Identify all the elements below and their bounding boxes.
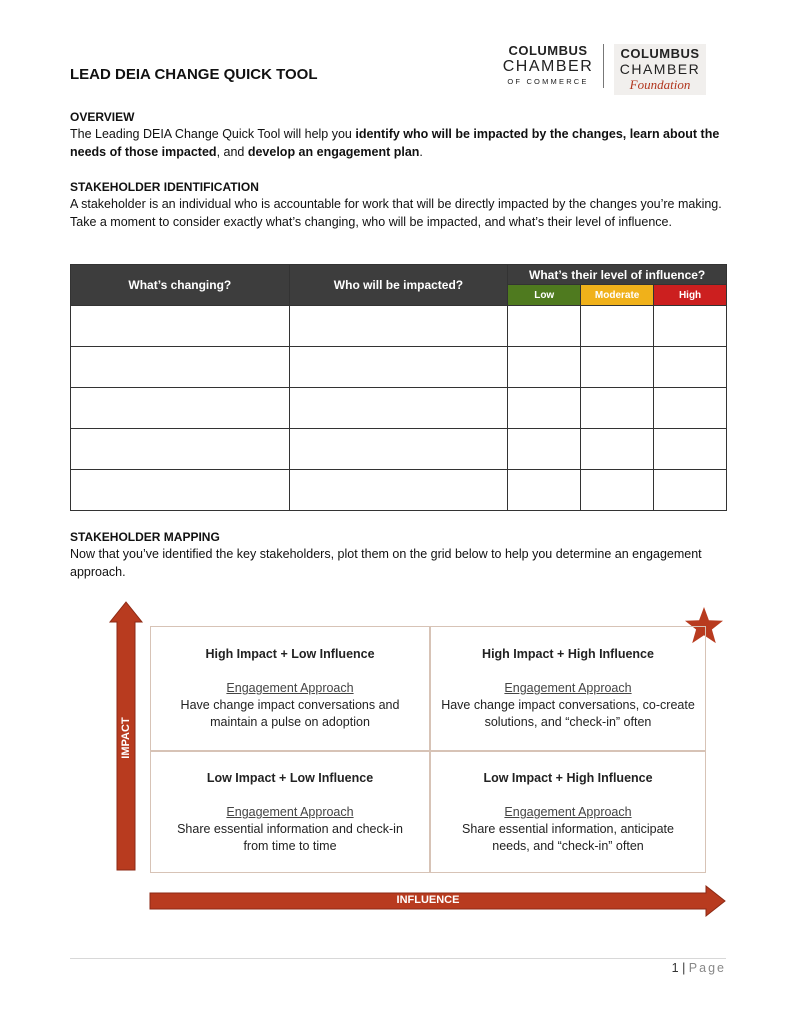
quadrant-title: High Impact + Low Influence — [205, 647, 375, 661]
quadrant-low-impact-low-influence — [151, 770, 429, 855]
header-high: High — [654, 285, 727, 306]
quadrant-approach: Engagement Approach — [226, 805, 354, 819]
logo-line-2: CHAMBER — [502, 58, 594, 75]
quadrant-low-impact-high-influence — [429, 770, 707, 855]
quadrant-approach: Engagement Approach — [504, 805, 632, 819]
mapping-heading: STAKEHOLDER MAPPING — [70, 530, 220, 544]
header-low: Low — [508, 285, 581, 306]
header-influence-level: What’s their level of influence? — [508, 265, 727, 285]
quadrant-description: Have change impact conversations and maintain a pulse on adoption — [180, 698, 400, 729]
document-title: LEAD DEIA CHANGE QUICK TOOL — [70, 66, 318, 83]
page-number: 1 — [671, 961, 679, 975]
page-footer — [640, 961, 726, 975]
quadrant-high-impact-high-influence — [429, 646, 707, 731]
quadrant-approach: Engagement Approach — [504, 681, 632, 695]
header-who-impacted: Who will be impacted? — [289, 265, 508, 306]
header-moderate: Moderate — [581, 285, 654, 306]
quadrant-title: Low Impact + Low Influence — [206, 771, 374, 785]
grid-divider-horizontal — [150, 750, 706, 752]
overview-heading: OVERVIEW — [70, 110, 135, 124]
quadrant-title: High Impact + High Influence — [482, 647, 654, 661]
quadrant-title: Low Impact + High Influence — [483, 771, 653, 785]
quadrant-description: Have change impact conversations, co-create solutions, and “check-in” often — [441, 698, 695, 729]
influence-label: INFLUENCE — [396, 894, 460, 906]
logo-line-3: OF COMMERCE — [507, 77, 589, 86]
foundation-logo-line-2: CHAMBER — [619, 61, 701, 77]
page-separator: | — [682, 961, 686, 975]
mapping-text: Now that you’ve identified the key stakeholders, plot them on the grid below to help you determine an engagement approach. — [70, 547, 702, 579]
quadrant-description: Share essential information and check-in from time to time — [177, 822, 403, 853]
quadrant-description: Share essential information, anticipate needs, and “check-in” often — [462, 822, 674, 853]
page-label: Page — [688, 961, 726, 975]
footer-divider — [70, 958, 726, 959]
impact-label: IMPACT — [120, 717, 132, 759]
identification-text: A stakeholder is an individual who is accountable for work that will be directly impacted by the changes you’re making. Take a moment to consider exactly what’s changing, who will be impacted, and what’s their level of influence. — [70, 197, 722, 229]
foundation-logo-line-3: Foundation — [629, 77, 691, 92]
overview-text: The Leading DEIA Change Quick Tool will help you identify who will be impacted by the changes, learn about the needs of those impacted, and develop an engagement plan. — [70, 127, 720, 159]
identification-heading: STAKEHOLDER IDENTIFICATION — [70, 180, 259, 194]
logo-line-1: COLUMBUS — [508, 43, 588, 58]
foundation-logo-line-1: COLUMBUS — [620, 46, 700, 61]
quadrant-high-impact-low-influence — [151, 646, 429, 731]
quadrant-approach: Engagement Approach — [226, 681, 354, 695]
header-whats-changing: What’s changing? — [71, 265, 290, 306]
